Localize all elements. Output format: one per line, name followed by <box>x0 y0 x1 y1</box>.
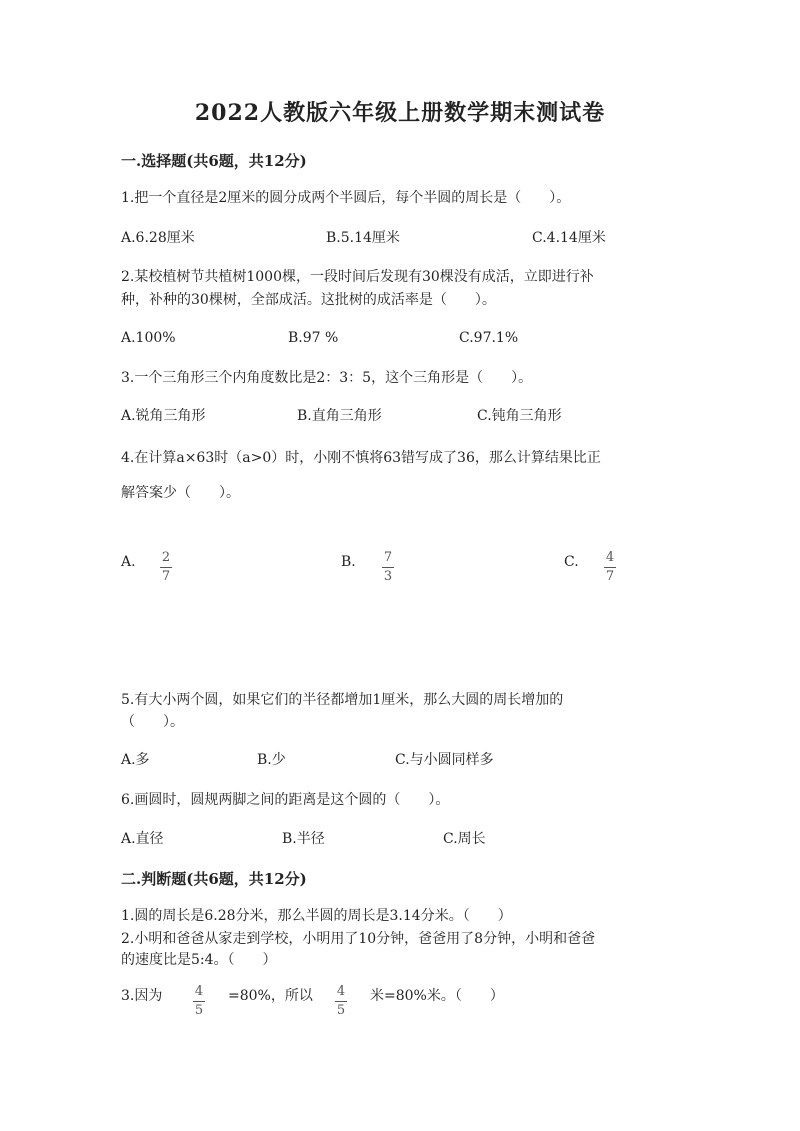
fraction-bar <box>604 567 616 568</box>
fraction-numerator: 4 <box>605 550 615 565</box>
q4-option-b-label: B. <box>341 554 356 570</box>
question-5-line-1: 5.有大小两个圆，如果它们的半径都增加1厘米，那么大圆的周长增加的 <box>121 692 564 708</box>
q2-option-a: A.100% <box>121 330 176 346</box>
q4-option-a-fraction <box>160 546 172 584</box>
q4-option-c-label: C. <box>564 554 579 570</box>
question-1: 1.把一个直径是2厘米的圆分成两个半圆后，每个半圆的周长是（ ）。 <box>121 190 571 206</box>
q6-option-c: C.周长 <box>443 831 486 847</box>
fraction-denominator: 7 <box>161 569 171 584</box>
judgement-3-middle: =80%，所以 <box>228 988 313 1004</box>
fraction-denominator: 5 <box>194 1003 204 1018</box>
q4-option-a-label: A. <box>121 554 136 570</box>
question-3: 3.一个三角形三个内角度数比是2：3：5，这个三角形是（ ）。 <box>121 370 533 386</box>
question-4-line-2: 解答案少（ ）。 <box>121 485 240 501</box>
judgement-2-line-1: 2.小明和爸爸从家走到学校，小明用了10分钟，爸爸用了8分钟，小明和爸爸 <box>121 931 596 947</box>
question-2-line-2: 种，补种的30棵树，全部成活。这批树的成活率是（ ）。 <box>121 292 496 308</box>
judgement-3-prefix: 3.因为 <box>121 988 163 1004</box>
question-2-line-1: 2.某校植树节共植树1000棵，一段时间后发现有30棵没有成活，立即进行补 <box>121 269 594 285</box>
fraction-numerator: 4 <box>194 984 204 999</box>
question-5-line-2: （ ）。 <box>121 714 184 730</box>
fraction-denominator: 3 <box>383 569 393 584</box>
judgement-3-suffix: 米=80%米。（ ） <box>370 988 504 1004</box>
q5-option-c: C.与小圆同样多 <box>395 752 494 768</box>
fraction-numerator: 4 <box>336 984 346 999</box>
judgement-2-line-2: 的速度比是5:4。（ ） <box>121 952 277 968</box>
q5-option-a: A.多 <box>121 752 150 768</box>
section-heading-choice: 一.选择题(共6题，共12分) <box>121 152 307 170</box>
q1-option-c: C.4.14厘米 <box>532 230 606 246</box>
fraction-denominator: 7 <box>605 569 615 584</box>
q3-option-c: C.钝角三角形 <box>477 408 562 424</box>
q5-option-b: B.少 <box>257 752 286 768</box>
fraction-denominator: 5 <box>336 1003 346 1018</box>
q1-option-b: B.5.14厘米 <box>326 230 400 246</box>
fraction-bar <box>193 1001 205 1002</box>
judgement-3-fraction-2 <box>335 980 347 1018</box>
q6-option-b: B.半径 <box>282 831 325 847</box>
page-title: 2022人教版六年级上册数学期末测试卷 <box>194 100 606 126</box>
q6-option-a: A.直径 <box>121 831 164 847</box>
q1-option-a: A.6.28厘米 <box>121 230 195 246</box>
q3-option-b: B.直角三角形 <box>297 408 382 424</box>
question-6: 6.画圆时，圆规两脚之间的距离是这个圆的（ ）。 <box>121 792 450 808</box>
fraction-numerator: 2 <box>161 550 171 565</box>
fraction-bar <box>382 567 394 568</box>
question-4-line-1: 4.在计算a×63时（a>0）时，小刚不慎将63错写成了36，那么计算结果比正 <box>121 450 601 466</box>
judgement-3-fraction-1 <box>193 980 205 1018</box>
q4-option-b-fraction <box>382 546 394 584</box>
q4-option-c-fraction <box>604 546 616 584</box>
section-heading-judgement: 二.判断题(共6题，共12分) <box>121 870 307 888</box>
q3-option-a: A.锐角三角形 <box>121 408 206 424</box>
judgement-1: 1.圆的周长是6.28分米，那么半圆的周长是3.14分米。（ ） <box>121 908 512 924</box>
fraction-bar <box>335 1001 347 1002</box>
fraction-bar <box>160 567 172 568</box>
q2-option-b: B.97 % <box>288 330 339 346</box>
q2-option-c: C.97.1% <box>459 330 519 346</box>
fraction-numerator: 7 <box>383 550 393 565</box>
